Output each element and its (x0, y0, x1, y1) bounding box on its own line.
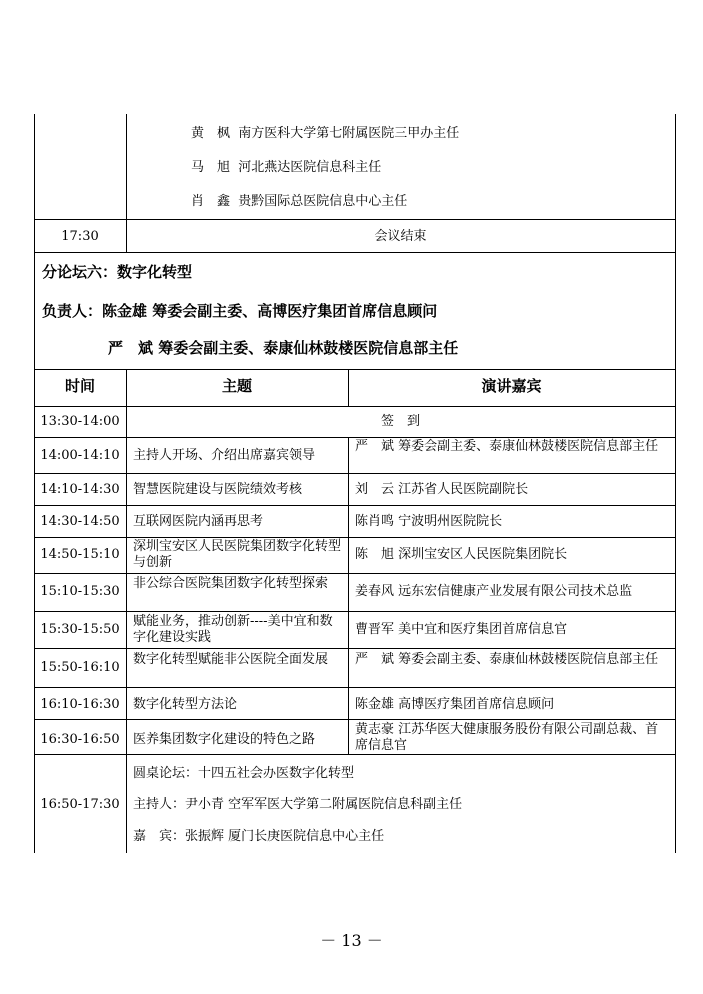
forum-title: 分论坛六：数字化转型 (42, 263, 193, 281)
page-number: － 13 － (320, 931, 383, 950)
hline-14 (34, 754, 676, 755)
row-4-speaker: 陈 旭 深圳宝安区人民医院集团院长 (355, 547, 568, 562)
header-topic: 主题 (221, 377, 252, 395)
row-2-topic: 智慧医院建设与医院绩效考核 (133, 482, 303, 497)
row-4-time: 14:50-15:10 (40, 547, 120, 562)
hline-13 (34, 719, 676, 720)
hline-6 (34, 473, 676, 474)
row-7-speaker: 严 斌 筹委会副主委、泰康仙林鼓楼医院信息部主任 (355, 652, 659, 667)
row-5-speaker: 姜春风 远东宏信健康产业发展有限公司技术总监 (355, 584, 633, 599)
end-time: 17:30 (61, 229, 99, 244)
row-8-time: 16:10-16:30 (40, 697, 120, 712)
forum-lead-1: 负责人：陈金雄 筹委会副主委、高博医疗集团首席信息顾问 (42, 302, 438, 320)
row-8-speaker: 陈金雄 高博医疗集团首席信息顾问 (355, 697, 555, 712)
row-7-time: 15:50-16:10 (40, 660, 120, 675)
row-9-time: 16:30-16:50 (40, 732, 120, 747)
row-1-topic: 主持人开场、介绍出席嘉宾领导 (133, 448, 316, 463)
row-9-speaker: 黄志豪 江苏华医大健康服务股份有限公司副总裁、首席信息官 (355, 722, 659, 753)
row-8-topic: 数字化转型方法论 (133, 697, 238, 712)
row-6-topic: 赋能业务，推动创新----美中宜和数字化建设实践 (133, 614, 333, 645)
hline-7 (34, 505, 676, 506)
header-time: 时间 (64, 377, 95, 395)
signin-text: 签 到 (380, 414, 420, 429)
row-3-time: 14:30-14:50 (40, 514, 120, 529)
person-1: 黄 枫 南方医科大学第七附属医院三甲办主任 (191, 126, 460, 141)
hline-2 (34, 252, 676, 253)
row-6-speaker: 曹晋军 美中宜和医疗集团首席信息官 (355, 622, 568, 637)
hline-11 (34, 648, 676, 649)
signin-time: 13:30-14:00 (40, 414, 120, 429)
col-divider-2-body (348, 437, 349, 754)
row-5-time: 15:10-15:30 (40, 584, 120, 599)
row-1-time: 14:00-14:10 (40, 448, 120, 463)
end-text: 会议结束 (374, 229, 427, 244)
row-1-speaker: 严 斌 筹委会副主委、泰康仙林鼓楼医院信息部主任 (355, 439, 659, 454)
hline-8 (34, 537, 676, 538)
row-3-speaker: 陈肖鸣 宁波明州医院院长 (355, 514, 503, 529)
forum-lead-2: 严 斌 筹委会副主委、泰康仙林鼓楼医院信息部主任 (108, 339, 459, 357)
row-4-topic: 深圳宝安区人民医院集团数字化转型与创新 (133, 539, 342, 570)
hline-3 (34, 369, 676, 370)
row-2-time: 14:10-14:30 (40, 482, 120, 497)
hline-10 (34, 611, 676, 612)
hline-12 (34, 687, 676, 688)
row-5-topic: 非公综合医院集团数字化转型探索 (133, 576, 329, 591)
row-9-topic: 医养集团数字化建设的特色之路 (133, 732, 316, 747)
person-3: 肖 鑫 贵黔国际总医院信息中心主任 (191, 194, 408, 209)
person-2: 马 旭 河北燕达医院信息科主任 (191, 160, 382, 175)
hline-1 (34, 219, 676, 220)
row-6-time: 15:30-15:50 (40, 622, 120, 637)
row-3-topic: 互联网医院内涵再思考 (133, 514, 264, 529)
table-right-border (675, 114, 676, 853)
hline-5 (34, 437, 676, 438)
hline-4 (34, 406, 676, 407)
roundtable-title: 圆桌论坛：十四五社会办医数字化转型 (133, 766, 355, 781)
row-2-speaker: 刘 云 江苏省人民医院副院长 (355, 482, 529, 497)
hline-9 (34, 573, 676, 574)
row-last-time: 16:50-17:30 (40, 797, 120, 812)
header-speaker: 演讲嘉宾 (481, 377, 542, 395)
roundtable-guest: 嘉 宾：张振辉 厦门长庚医院信息中心主任 (133, 829, 385, 844)
row-7-topic: 数字化转型赋能非公医院全面发展 (133, 652, 329, 667)
roundtable-host: 主持人：尹小青 空军军医大学第二附属医院信息科副主任 (133, 797, 463, 812)
